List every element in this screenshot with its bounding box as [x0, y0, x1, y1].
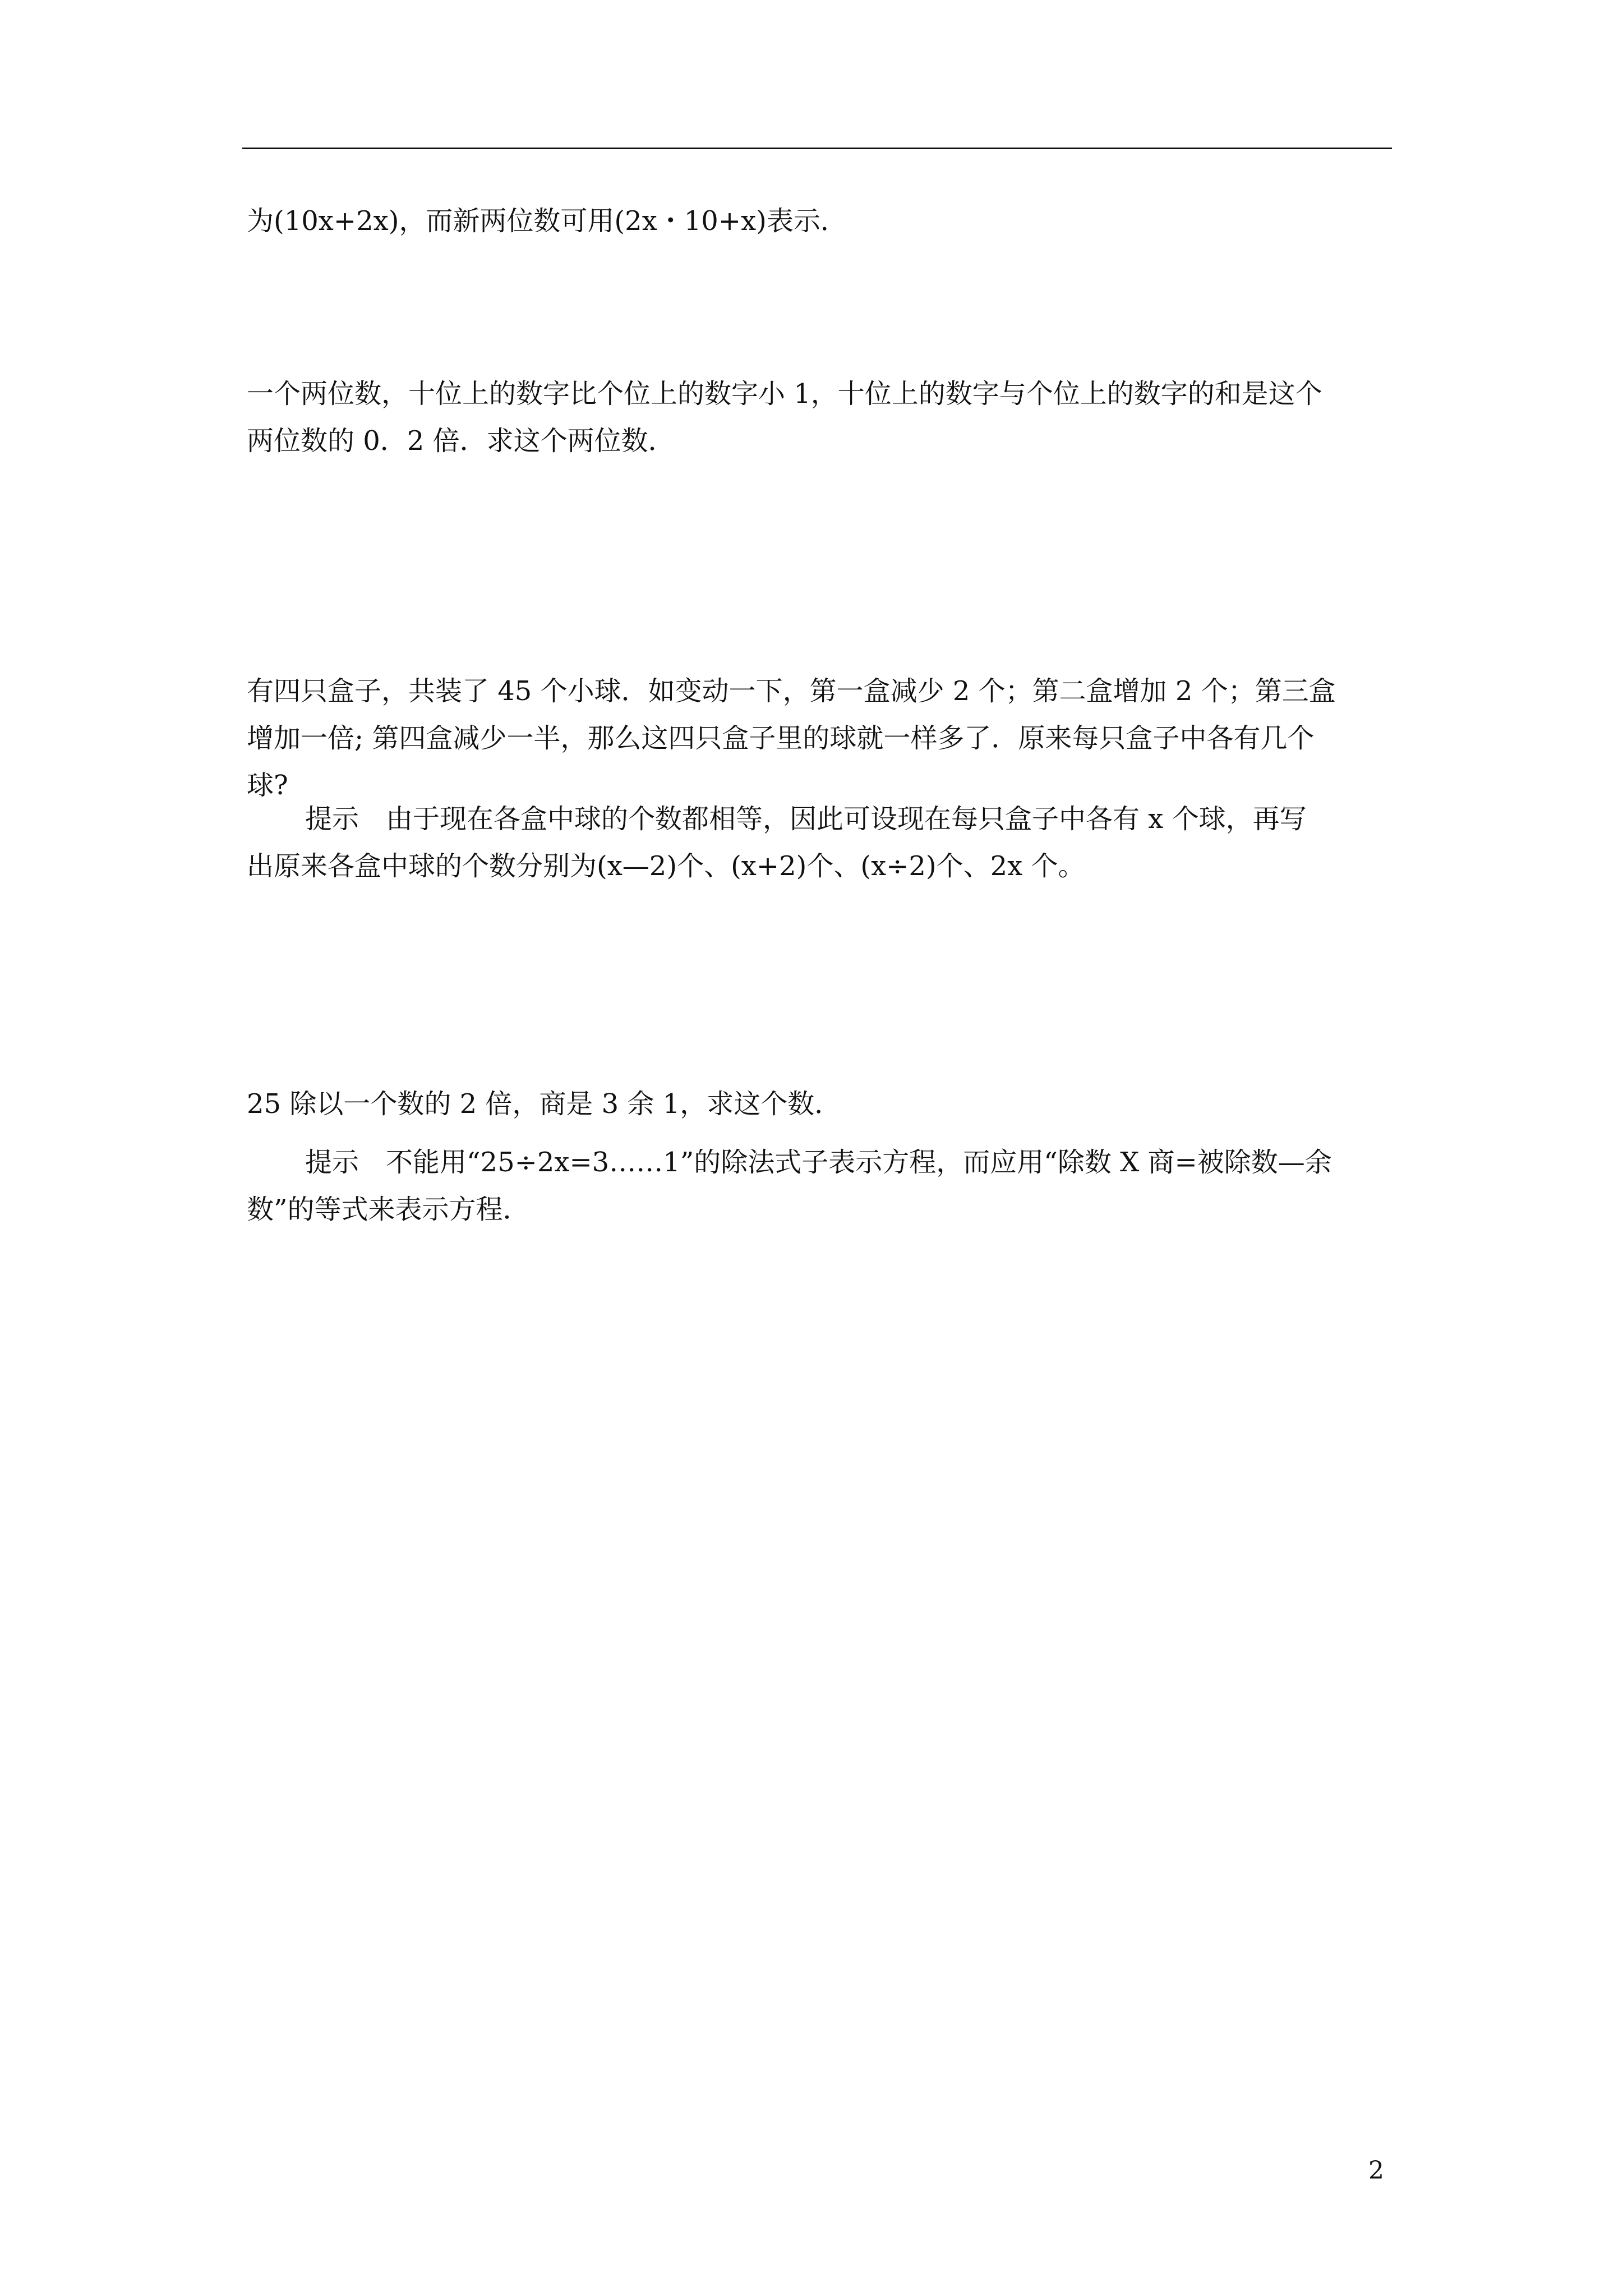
text-line: 出原来各盒中球的个数分别为(x—2)个、(x+2)个、(x÷2)个、2x 个。	[247, 850, 1085, 882]
hint-division	[247, 1139, 1391, 1233]
text-line: 球?	[247, 770, 288, 801]
text-line: 为(10x+2x)，而新两位数可用(2x・10+x)表示．	[247, 205, 847, 237]
header-rule	[242, 148, 1392, 149]
text-line: 数”的等式来表示方程．	[247, 1194, 530, 1225]
text-line: 有四只盒子，共装了 45 个小球．如变动一下，第一盒减少 2 个；第二盒增加 2 个；第三盒	[247, 675, 1336, 707]
text-line: 一个两位数，十位上的数字比个位上的数字小 1，十位上的数字与个位上的数字的和是这个	[247, 378, 1322, 409]
problem-division	[247, 1080, 1391, 1128]
text-line: 增加一倍; 第四盒减少一半，那么这四只盒子里的球就一样多了．原来每只盒子中各有几个	[247, 723, 1315, 754]
paragraph-continuation	[247, 197, 1391, 245]
text-line: 两位数的 0．2 倍．求这个两位数．	[247, 425, 675, 457]
text-line: 25 除以一个数的 2 倍，商是 3 余 1，求这个数．	[247, 1088, 842, 1120]
text-line: 提示 不能用“25÷2x=3……1”的除法式子表示方程，而应用“除数 X 商=被除数—余	[305, 1147, 1332, 1178]
problem-two-digit-number	[247, 370, 1391, 464]
text-line: 提示 由于现在各盒中球的个数都相等，因此可设现在每只盒子中各有 x 个球，再写	[305, 803, 1307, 835]
hint-four-boxes	[247, 795, 1391, 890]
problem-four-boxes	[247, 668, 1391, 809]
page-number: 2	[1368, 2156, 1384, 2185]
